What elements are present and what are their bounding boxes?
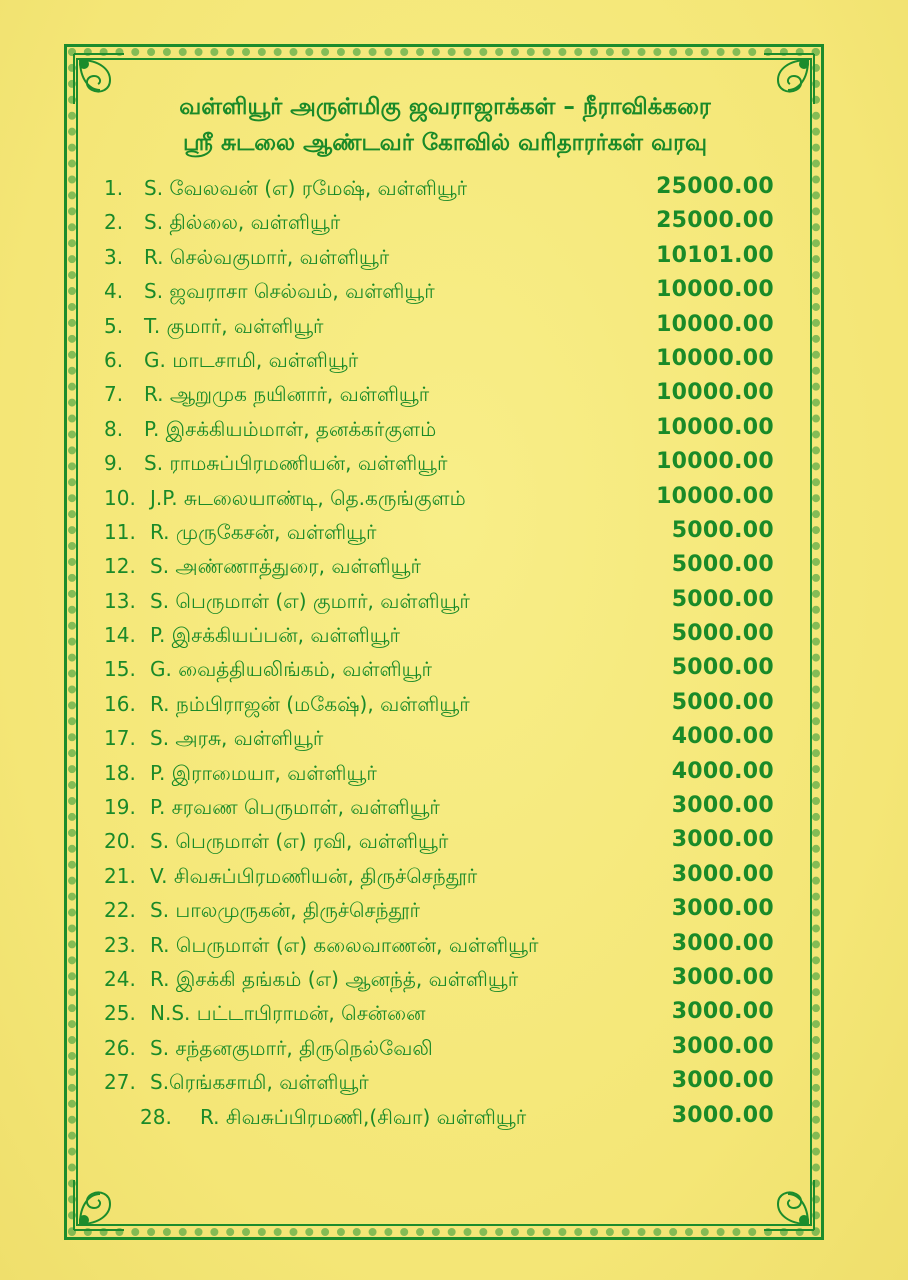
donor-amount: 4000.00 [671, 758, 774, 784]
donor-amount: 25000.00 [656, 208, 774, 234]
donor-name: S. ராமசுப்பிரமணியன், வள்ளியூர் [144, 451, 448, 476]
donor-list [104, 172, 794, 1135]
donor-name: V. சிவசுப்பிரமணியன், திருச்செந்தூர் [150, 863, 478, 888]
donor-name: S. பெருமாள் (எ) ரவி, வள்ளியூர் [150, 829, 449, 854]
donor-number: 5. [104, 313, 124, 338]
donor-row [104, 860, 794, 894]
donor-number: 18. [104, 760, 136, 785]
donor-name: S. அண்ணாத்துரை, வள்ளியூர் [150, 554, 421, 579]
donor-name: P. இராமையா, வள்ளியூர் [150, 760, 377, 785]
donor-amount: 10000.00 [656, 277, 774, 303]
donor-name: G. மாடசாமி, வள்ளியூர் [144, 347, 359, 372]
donor-number: 26. [104, 1035, 136, 1060]
donor-number: 16. [104, 691, 136, 716]
donor-number: 2. [104, 210, 124, 235]
donor-amount: 3000.00 [671, 896, 774, 922]
donor-number: 23. [104, 932, 136, 957]
donor-number: 19. [104, 795, 136, 820]
donor-name: P. இசக்கியம்மாள், தனக்கர்குளம் [144, 416, 437, 441]
donor-name: P. இசக்கியப்பன், வள்ளியூர் [150, 623, 400, 648]
donor-row [104, 1101, 794, 1135]
donor-row [104, 275, 794, 309]
donor-row [104, 344, 794, 378]
donor-row [104, 206, 794, 240]
donor-name: R. முருகேசன், வள்ளியூர் [150, 519, 377, 544]
donor-amount: 5000.00 [671, 689, 774, 715]
corner-ornament-bottom-left [70, 1176, 128, 1234]
donor-name: S. சந்தனகுமார், திருநெல்வேலி [150, 1035, 433, 1060]
donor-row [104, 172, 794, 206]
donor-number: 8. [104, 416, 124, 441]
donor-amount: 3000.00 [671, 827, 774, 853]
donor-number: 20. [104, 829, 136, 854]
donor-number: 4. [104, 279, 124, 304]
donor-row [104, 791, 794, 825]
donor-amount: 3000.00 [671, 1033, 774, 1059]
donor-row [104, 722, 794, 756]
donor-name: R. நம்பிராஜன் (மகேஷ்), வள்ளியூர் [150, 691, 470, 716]
donor-amount: 3000.00 [671, 964, 774, 990]
donor-row [104, 516, 794, 550]
donor-row [104, 1032, 794, 1066]
donor-name: S. அரசு, வள்ளியூர் [150, 726, 324, 751]
donor-amount: 5000.00 [671, 655, 774, 681]
donor-row [104, 550, 794, 584]
donor-number: 10. [104, 485, 136, 510]
donor-amount: 5000.00 [671, 621, 774, 647]
donor-row [104, 482, 794, 516]
donor-number: 11. [104, 519, 136, 544]
donor-amount: 10101.00 [656, 242, 774, 268]
donor-name: R. செல்வகுமார், வள்ளியூர் [144, 244, 390, 269]
donor-number: 7. [104, 382, 124, 407]
donor-name: P. சரவண பெருமாள், வள்ளியூர் [150, 795, 440, 820]
donor-amount: 3000.00 [671, 793, 774, 819]
donor-amount: 3000.00 [671, 1068, 774, 1094]
donor-amount: 4000.00 [671, 724, 774, 750]
donor-row [104, 310, 794, 344]
donor-number: 28. [140, 1104, 172, 1129]
donor-amount: 10000.00 [656, 449, 774, 475]
donor-name: S. வேலவன் (எ) ரமேஷ், வள்ளியூர் [144, 176, 468, 200]
donor-number: 24. [104, 966, 136, 991]
donor-name: G. வைத்தியலிங்கம், வள்ளியூர் [150, 657, 432, 682]
donor-name: T. குமார், வள்ளியூர் [144, 313, 324, 338]
donor-amount: 3000.00 [671, 861, 774, 887]
donor-number: 15. [104, 657, 136, 682]
donor-row [104, 1066, 794, 1100]
header-title-line1: வள்ளியூர் அருள்மிகு ஜவராஜாக்கள் – நீராவிக்கரை [179, 94, 711, 120]
donor-row [104, 585, 794, 619]
donor-name: S.ரெங்கசாமி, வள்ளியூர் [150, 1070, 369, 1095]
donor-amount: 5000.00 [671, 552, 774, 578]
donor-row [104, 413, 794, 447]
donor-number: 1. [104, 176, 124, 200]
donor-row [104, 825, 794, 859]
donor-amount: 10000.00 [656, 380, 774, 406]
donor-amount: 3000.00 [671, 1102, 774, 1128]
donor-name: N.S. பட்டாபிராமன், சென்னை [150, 1001, 426, 1026]
donor-name: J.P. சுடலையாண்டி, தெ.கருங்குளம் [150, 485, 466, 510]
donor-amount: 3000.00 [671, 999, 774, 1025]
donor-number: 6. [104, 347, 124, 372]
donor-name: R. ஆறுமுக நயினார், வள்ளியூர் [144, 382, 430, 407]
donor-name: R. பெருமாள் (எ) கலைவாணன், வள்ளியூர் [150, 932, 539, 957]
donor-row [104, 963, 794, 997]
donor-row [104, 929, 794, 963]
donor-name: S. பாலமுருகன், திருச்செந்தூர் [150, 898, 420, 923]
donor-row [104, 894, 794, 928]
donor-row [104, 688, 794, 722]
donor-number: 25. [104, 1001, 136, 1026]
donor-amount: 10000.00 [656, 414, 774, 440]
donor-row [104, 241, 794, 275]
donor-name: R. சிவசுப்பிரமணி,(சிவா) வள்ளியூர் [200, 1104, 527, 1129]
donor-amount: 25000.00 [656, 174, 774, 199]
donor-number: 17. [104, 726, 136, 751]
donor-row [104, 757, 794, 791]
donor-number: 13. [104, 588, 136, 613]
donor-row [104, 378, 794, 412]
header-title-line2: ஸ்ரீ சுடலை ஆண்டவர் கோவில் வரிதாரர்கள் வரவு [183, 130, 707, 156]
donor-amount: 10000.00 [656, 345, 774, 371]
donor-amount: 5000.00 [671, 517, 774, 543]
donor-row [104, 653, 794, 687]
corner-ornament-bottom-right [760, 1176, 818, 1234]
donor-amount: 10000.00 [656, 311, 774, 337]
donor-number: 3. [104, 244, 124, 269]
donor-number: 14. [104, 623, 136, 648]
donor-name: S. தில்லை, வள்ளியூர் [144, 210, 341, 235]
donor-number: 27. [104, 1070, 136, 1095]
donor-row [104, 447, 794, 481]
donor-number: 21. [104, 863, 136, 888]
donor-number: 22. [104, 898, 136, 923]
donor-row [104, 619, 794, 653]
donor-name: R. இசக்கி தங்கம் (எ) ஆனந்த், வள்ளியூர் [150, 966, 519, 991]
document-header [100, 90, 790, 160]
donor-amount: 5000.00 [671, 586, 774, 612]
donor-row [104, 997, 794, 1031]
donor-name: S. ஜவராசா செல்வம், வள்ளியூர் [144, 279, 435, 304]
donor-amount: 3000.00 [671, 930, 774, 956]
donor-amount: 10000.00 [656, 483, 774, 509]
donor-name: S. பெருமாள் (எ) குமார், வள்ளியூர் [150, 588, 470, 613]
donor-number: 9. [104, 451, 124, 476]
donor-number: 12. [104, 554, 136, 579]
